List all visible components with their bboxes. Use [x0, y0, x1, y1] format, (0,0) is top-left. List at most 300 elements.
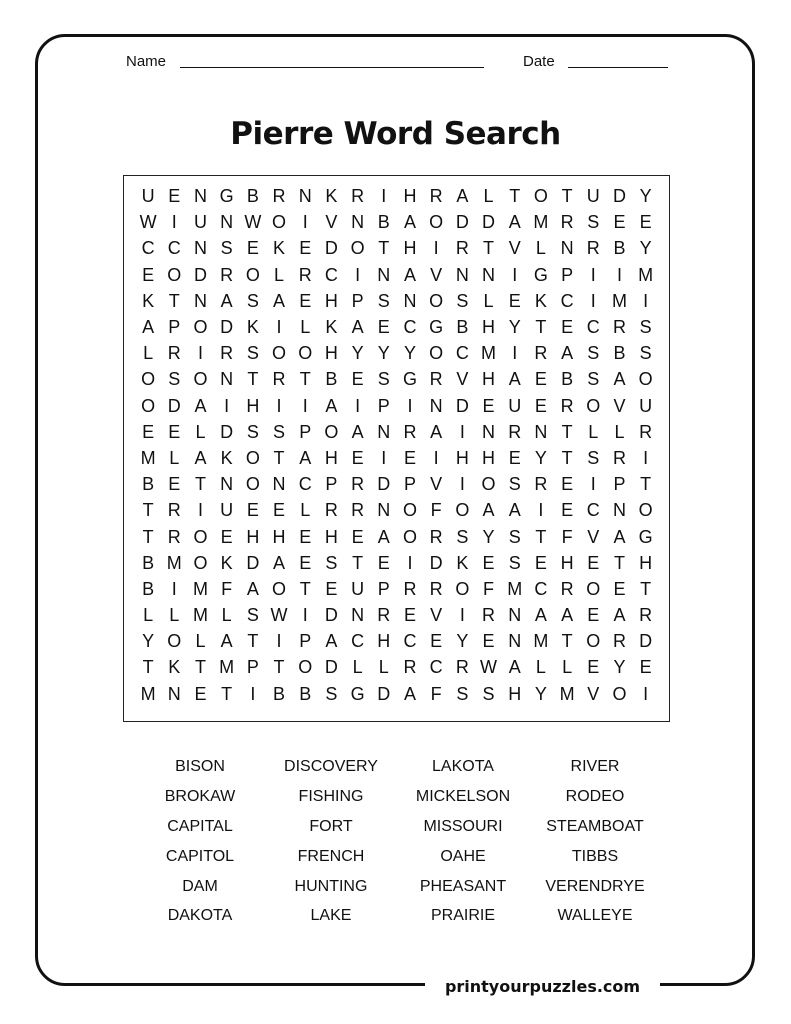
grid-letter[interactable]: I: [643, 447, 649, 468]
grid-letter[interactable]: G: [402, 369, 417, 390]
grid-letter[interactable]: T: [194, 657, 206, 678]
grid-letter[interactable]: D: [429, 552, 443, 573]
grid-letter[interactable]: A: [613, 605, 626, 626]
grid-letter[interactable]: R: [167, 343, 181, 364]
grid-letter[interactable]: I: [643, 290, 649, 311]
grid-letter[interactable]: N: [403, 290, 417, 311]
grid-letter[interactable]: E: [299, 552, 312, 573]
grid-letter[interactable]: O: [298, 657, 313, 678]
grid-letter[interactable]: T: [247, 631, 259, 652]
grid-letter[interactable]: A: [273, 290, 286, 311]
grid-letter[interactable]: C: [586, 500, 600, 521]
grid-letter[interactable]: I: [512, 343, 518, 364]
grid-letter[interactable]: G: [638, 526, 653, 547]
grid-letter[interactable]: R: [403, 421, 417, 442]
grid-letter[interactable]: I: [171, 578, 177, 599]
grid-letter[interactable]: O: [455, 500, 470, 521]
grid-letter[interactable]: H: [639, 552, 653, 573]
grid-letter[interactable]: N: [193, 290, 207, 311]
grid-letter[interactable]: C: [560, 290, 574, 311]
grid-letter[interactable]: C: [298, 474, 312, 495]
grid-letter[interactable]: N: [482, 421, 496, 442]
grid-letter[interactable]: W: [244, 212, 262, 233]
grid-letter[interactable]: E: [273, 500, 286, 521]
grid-letter[interactable]: I: [407, 395, 413, 416]
grid-letter[interactable]: O: [402, 526, 417, 547]
grid-letter[interactable]: O: [429, 290, 444, 311]
grid-letter[interactable]: T: [299, 369, 311, 390]
grid-letter[interactable]: N: [612, 500, 626, 521]
grid-letter[interactable]: B: [299, 683, 312, 704]
grid-letter[interactable]: H: [377, 631, 391, 652]
grid-letter[interactable]: R: [167, 526, 181, 547]
grid-letter[interactable]: A: [142, 317, 155, 338]
grid-letter[interactable]: G: [429, 317, 444, 338]
grid-letter[interactable]: O: [193, 369, 208, 390]
grid-letter[interactable]: U: [639, 395, 653, 416]
grid-letter[interactable]: I: [355, 264, 361, 285]
grid-letter[interactable]: B: [142, 578, 155, 599]
grid-letter[interactable]: H: [455, 447, 469, 468]
grid-letter[interactable]: R: [508, 421, 522, 442]
grid-letter[interactable]: V: [430, 264, 443, 285]
grid-letter[interactable]: S: [273, 421, 286, 442]
grid-letter[interactable]: A: [508, 500, 521, 521]
grid-letter[interactable]: O: [167, 631, 182, 652]
grid-letter[interactable]: T: [142, 500, 154, 521]
grid-letter[interactable]: R: [560, 212, 574, 233]
date-field[interactable]: [568, 67, 668, 68]
grid-letter[interactable]: O: [350, 238, 365, 259]
grid-letter[interactable]: V: [430, 605, 443, 626]
grid-letter[interactable]: I: [276, 631, 282, 652]
grid-letter[interactable]: K: [220, 447, 233, 468]
grid-letter[interactable]: E: [325, 578, 338, 599]
grid-letter[interactable]: R: [586, 238, 600, 259]
grid-letter[interactable]: E: [508, 447, 521, 468]
grid-letter[interactable]: A: [325, 631, 338, 652]
grid-letter[interactable]: O: [298, 343, 313, 364]
grid-letter[interactable]: O: [272, 578, 287, 599]
grid-letter[interactable]: E: [142, 421, 155, 442]
grid-letter[interactable]: Y: [639, 186, 652, 207]
grid-letter[interactable]: P: [561, 264, 574, 285]
grid-letter[interactable]: E: [613, 212, 626, 233]
grid-letter[interactable]: Y: [508, 317, 521, 338]
grid-letter[interactable]: O: [586, 631, 601, 652]
grid-letter[interactable]: I: [171, 212, 177, 233]
grid-letter[interactable]: U: [508, 395, 522, 416]
grid-letter[interactable]: R: [220, 343, 234, 364]
grid-letter[interactable]: T: [378, 238, 390, 259]
grid-letter[interactable]: E: [246, 238, 259, 259]
grid-letter[interactable]: G: [219, 186, 234, 207]
grid-letter[interactable]: E: [534, 395, 547, 416]
grid-letter[interactable]: E: [561, 317, 574, 338]
grid-letter[interactable]: A: [508, 212, 521, 233]
grid-letter[interactable]: V: [456, 369, 469, 390]
grid-letter[interactable]: P: [351, 290, 364, 311]
grid-letter[interactable]: E: [403, 605, 416, 626]
grid-letter[interactable]: W: [139, 212, 157, 233]
grid-letter[interactable]: Y: [534, 683, 547, 704]
grid-letter[interactable]: E: [482, 395, 495, 416]
grid-letter[interactable]: P: [613, 474, 626, 495]
grid-letter[interactable]: M: [192, 578, 208, 599]
grid-letter[interactable]: S: [587, 212, 600, 233]
grid-letter[interactable]: C: [324, 264, 338, 285]
grid-letter[interactable]: K: [246, 317, 259, 338]
grid-letter[interactable]: D: [324, 605, 338, 626]
grid-letter[interactable]: R: [403, 657, 417, 678]
grid-letter[interactable]: L: [143, 605, 154, 626]
grid-letter[interactable]: V: [613, 395, 626, 416]
grid-letter[interactable]: R: [272, 369, 286, 390]
grid-letter[interactable]: L: [221, 605, 232, 626]
grid-letter[interactable]: E: [534, 552, 547, 573]
grid-letter[interactable]: A: [377, 526, 390, 547]
grid-letter[interactable]: C: [403, 317, 417, 338]
grid-letter[interactable]: O: [638, 500, 653, 521]
grid-letter[interactable]: R: [351, 474, 365, 495]
grid-letter[interactable]: L: [300, 500, 311, 521]
grid-letter[interactable]: A: [403, 683, 416, 704]
grid-letter[interactable]: E: [403, 447, 416, 468]
grid-letter[interactable]: A: [561, 343, 574, 364]
grid-letter[interactable]: I: [643, 683, 649, 704]
grid-letter[interactable]: K: [325, 186, 338, 207]
grid-letter[interactable]: T: [561, 447, 573, 468]
grid-letter[interactable]: H: [482, 317, 496, 338]
grid-letter[interactable]: I: [224, 395, 230, 416]
grid-letter[interactable]: S: [246, 605, 259, 626]
grid-letter[interactable]: A: [482, 500, 495, 521]
grid-letter[interactable]: E: [534, 369, 547, 390]
grid-letter[interactable]: I: [302, 212, 308, 233]
grid-letter[interactable]: L: [483, 186, 494, 207]
grid-letter[interactable]: T: [352, 552, 364, 573]
grid-letter[interactable]: O: [167, 264, 182, 285]
grid-letter[interactable]: N: [508, 631, 522, 652]
grid-letter[interactable]: S: [246, 421, 259, 442]
grid-letter[interactable]: M: [166, 552, 182, 573]
grid-letter[interactable]: I: [590, 474, 596, 495]
grid-letter[interactable]: A: [613, 526, 626, 547]
grid-letter[interactable]: O: [193, 317, 208, 338]
grid-letter[interactable]: I: [276, 317, 282, 338]
grid-letter[interactable]: D: [377, 474, 391, 495]
grid-letter[interactable]: R: [560, 578, 574, 599]
grid-letter[interactable]: O: [402, 500, 417, 521]
grid-letter[interactable]: R: [324, 500, 338, 521]
grid-letter[interactable]: L: [614, 421, 625, 442]
grid-letter[interactable]: N: [351, 212, 365, 233]
grid-letter[interactable]: O: [324, 421, 339, 442]
grid-letter[interactable]: H: [324, 290, 338, 311]
grid-letter[interactable]: M: [559, 683, 575, 704]
grid-letter[interactable]: O: [193, 552, 208, 573]
grid-letter[interactable]: W: [480, 657, 498, 678]
grid-letter[interactable]: R: [639, 605, 653, 626]
grid-letter[interactable]: T: [535, 317, 547, 338]
grid-letter[interactable]: N: [377, 421, 391, 442]
grid-letter[interactable]: L: [300, 317, 311, 338]
grid-letter[interactable]: Y: [534, 447, 547, 468]
grid-letter[interactable]: R: [534, 343, 548, 364]
grid-letter[interactable]: R: [429, 369, 443, 390]
grid-letter[interactable]: R: [612, 631, 626, 652]
grid-letter[interactable]: N: [508, 605, 522, 626]
grid-letter[interactable]: H: [324, 526, 338, 547]
grid-letter[interactable]: O: [272, 343, 287, 364]
grid-letter[interactable]: O: [245, 447, 260, 468]
grid-letter[interactable]: R: [534, 474, 548, 495]
grid-letter[interactable]: T: [194, 474, 206, 495]
grid-letter[interactable]: V: [325, 212, 338, 233]
grid-letter[interactable]: H: [272, 526, 286, 547]
grid-letter[interactable]: E: [168, 186, 181, 207]
grid-letter[interactable]: E: [587, 552, 600, 573]
grid-letter[interactable]: R: [403, 578, 417, 599]
grid-letter[interactable]: N: [298, 186, 312, 207]
grid-letter[interactable]: I: [276, 395, 282, 416]
grid-letter[interactable]: A: [534, 605, 547, 626]
grid-letter[interactable]: M: [507, 578, 523, 599]
grid-letter[interactable]: V: [508, 238, 521, 259]
grid-letter[interactable]: K: [220, 552, 233, 573]
grid-letter[interactable]: B: [325, 369, 338, 390]
grid-letter[interactable]: K: [168, 657, 181, 678]
grid-letter[interactable]: E: [351, 369, 364, 390]
grid-letter[interactable]: A: [351, 421, 364, 442]
grid-letter[interactable]: R: [639, 421, 653, 442]
grid-letter[interactable]: M: [192, 605, 208, 626]
grid-letter[interactable]: N: [167, 683, 181, 704]
grid-letter[interactable]: N: [220, 369, 234, 390]
grid-letter[interactable]: D: [220, 317, 234, 338]
grid-letter[interactable]: O: [533, 186, 548, 207]
grid-letter[interactable]: R: [455, 657, 469, 678]
grid-letter[interactable]: O: [481, 474, 496, 495]
grid-letter[interactable]: R: [455, 238, 469, 259]
grid-letter[interactable]: S: [587, 447, 600, 468]
grid-letter[interactable]: V: [587, 683, 600, 704]
grid-letter[interactable]: I: [590, 264, 596, 285]
grid-letter[interactable]: K: [456, 552, 469, 573]
grid-letter[interactable]: S: [508, 552, 521, 573]
grid-letter[interactable]: T: [509, 186, 521, 207]
grid-letter[interactable]: F: [483, 578, 495, 599]
grid-letter[interactable]: H: [324, 343, 338, 364]
grid-letter[interactable]: K: [142, 290, 155, 311]
grid-letter[interactable]: F: [430, 500, 442, 521]
grid-letter[interactable]: D: [193, 264, 207, 285]
grid-letter[interactable]: H: [324, 447, 338, 468]
grid-letter[interactable]: S: [246, 290, 259, 311]
grid-letter[interactable]: H: [403, 186, 417, 207]
grid-letter[interactable]: N: [351, 605, 365, 626]
grid-letter[interactable]: E: [587, 657, 600, 678]
grid-letter[interactable]: N: [193, 186, 207, 207]
grid-letter[interactable]: L: [195, 421, 206, 442]
grid-letter[interactable]: S: [377, 369, 390, 390]
grid-letter[interactable]: Y: [613, 657, 626, 678]
grid-letter[interactable]: H: [403, 238, 417, 259]
grid-letter[interactable]: C: [351, 631, 365, 652]
grid-letter[interactable]: O: [193, 526, 208, 547]
grid-letter[interactable]: T: [640, 474, 652, 495]
grid-letter[interactable]: L: [169, 605, 180, 626]
grid-letter[interactable]: A: [273, 552, 286, 573]
grid-letter[interactable]: S: [325, 683, 338, 704]
grid-letter[interactable]: D: [167, 395, 181, 416]
grid-letter[interactable]: N: [272, 474, 286, 495]
grid-letter[interactable]: D: [482, 212, 496, 233]
grid-letter[interactable]: F: [430, 683, 442, 704]
grid-letter[interactable]: R: [351, 500, 365, 521]
grid-letter[interactable]: T: [142, 657, 154, 678]
grid-letter[interactable]: O: [245, 474, 260, 495]
grid-letter[interactable]: S: [482, 683, 495, 704]
grid-letter[interactable]: A: [246, 578, 259, 599]
grid-letter[interactable]: I: [250, 683, 256, 704]
grid-letter[interactable]: R: [429, 526, 443, 547]
grid-letter[interactable]: I: [433, 238, 439, 259]
grid-letter[interactable]: P: [403, 474, 416, 495]
grid-letter[interactable]: A: [220, 631, 233, 652]
grid-letter[interactable]: R: [377, 605, 391, 626]
grid-letter[interactable]: E: [613, 578, 626, 599]
grid-letter[interactable]: A: [325, 395, 338, 416]
grid-letter[interactable]: L: [535, 657, 546, 678]
grid-letter[interactable]: H: [560, 552, 574, 573]
grid-letter[interactable]: O: [612, 683, 627, 704]
grid-letter[interactable]: I: [590, 290, 596, 311]
grid-letter[interactable]: M: [481, 343, 497, 364]
grid-letter[interactable]: E: [377, 552, 390, 573]
grid-letter[interactable]: D: [377, 683, 391, 704]
grid-letter[interactable]: O: [429, 212, 444, 233]
grid-letter[interactable]: E: [508, 290, 521, 311]
grid-letter[interactable]: C: [403, 631, 417, 652]
grid-letter[interactable]: L: [169, 447, 180, 468]
grid-letter[interactable]: T: [273, 447, 285, 468]
grid-letter[interactable]: D: [639, 631, 653, 652]
grid-letter[interactable]: N: [193, 238, 207, 259]
grid-letter[interactable]: N: [220, 474, 234, 495]
grid-letter[interactable]: D: [324, 238, 338, 259]
grid-letter[interactable]: D: [612, 186, 626, 207]
grid-letter[interactable]: M: [219, 657, 235, 678]
grid-letter[interactable]: M: [140, 447, 156, 468]
grid-letter[interactable]: B: [613, 238, 626, 259]
grid-letter[interactable]: P: [325, 474, 338, 495]
grid-letter[interactable]: I: [616, 264, 622, 285]
grid-letter[interactable]: T: [613, 552, 625, 573]
grid-letter[interactable]: I: [433, 447, 439, 468]
grid-letter[interactable]: Y: [482, 526, 495, 547]
grid-letter[interactable]: L: [535, 238, 546, 259]
grid-letter[interactable]: S: [639, 343, 652, 364]
grid-letter[interactable]: T: [535, 526, 547, 547]
grid-letter[interactable]: E: [561, 474, 574, 495]
grid-letter[interactable]: R: [560, 395, 574, 416]
grid-letter[interactable]: U: [193, 212, 207, 233]
grid-letter[interactable]: A: [561, 605, 574, 626]
grid-letter[interactable]: A: [456, 186, 469, 207]
grid-letter[interactable]: D: [455, 395, 469, 416]
grid-letter[interactable]: N: [455, 264, 469, 285]
grid-letter[interactable]: L: [352, 657, 363, 678]
grid-letter[interactable]: S: [456, 290, 469, 311]
grid-letter[interactable]: E: [482, 631, 495, 652]
grid-letter[interactable]: N: [377, 264, 391, 285]
grid-letter[interactable]: D: [324, 657, 338, 678]
grid-letter[interactable]: A: [403, 212, 416, 233]
grid-letter[interactable]: Y: [351, 343, 364, 364]
grid-letter[interactable]: R: [612, 447, 626, 468]
grid-letter[interactable]: K: [273, 238, 286, 259]
grid-letter[interactable]: S: [587, 369, 600, 390]
grid-letter[interactable]: I: [459, 421, 465, 442]
grid-letter[interactable]: S: [246, 343, 259, 364]
grid-letter[interactable]: L: [588, 421, 599, 442]
grid-letter[interactable]: E: [220, 526, 233, 547]
grid-letter[interactable]: A: [194, 447, 207, 468]
grid-letter[interactable]: C: [534, 578, 548, 599]
grid-letter[interactable]: U: [351, 578, 365, 599]
grid-letter[interactable]: O: [429, 343, 444, 364]
grid-letter[interactable]: V: [587, 526, 600, 547]
grid-letter[interactable]: E: [639, 657, 652, 678]
grid-letter[interactable]: R: [272, 186, 286, 207]
grid-letter[interactable]: Y: [639, 238, 652, 259]
grid-letter[interactable]: M: [611, 290, 627, 311]
grid-letter[interactable]: E: [351, 447, 364, 468]
grid-letter[interactable]: I: [197, 500, 203, 521]
grid-letter[interactable]: T: [247, 369, 259, 390]
grid-letter[interactable]: S: [639, 317, 652, 338]
grid-letter[interactable]: L: [143, 343, 154, 364]
grid-letter[interactable]: R: [167, 500, 181, 521]
grid-letter[interactable]: A: [613, 369, 626, 390]
grid-letter[interactable]: I: [355, 395, 361, 416]
grid-letter[interactable]: P: [299, 421, 312, 442]
grid-letter[interactable]: A: [220, 290, 233, 311]
grid-letter[interactable]: E: [168, 474, 181, 495]
grid-letter[interactable]: E: [482, 552, 495, 573]
grid-letter[interactable]: L: [562, 657, 573, 678]
grid-letter[interactable]: O: [245, 264, 260, 285]
grid-letter[interactable]: O: [141, 395, 156, 416]
grid-letter[interactable]: E: [194, 683, 207, 704]
grid-letter[interactable]: H: [482, 369, 496, 390]
grid-letter[interactable]: C: [586, 317, 600, 338]
grid-letter[interactable]: T: [483, 238, 495, 259]
grid-letter[interactable]: A: [351, 317, 364, 338]
grid-letter[interactable]: A: [403, 264, 416, 285]
grid-letter[interactable]: L: [274, 264, 285, 285]
grid-letter[interactable]: E: [299, 290, 312, 311]
grid-letter[interactable]: S: [508, 474, 521, 495]
grid-letter[interactable]: B: [246, 186, 259, 207]
grid-letter[interactable]: E: [299, 526, 312, 547]
grid-letter[interactable]: U: [220, 500, 234, 521]
grid-letter[interactable]: H: [246, 526, 260, 547]
grid-letter[interactable]: M: [533, 631, 549, 652]
grid-letter[interactable]: B: [273, 683, 286, 704]
grid-letter[interactable]: P: [299, 631, 312, 652]
